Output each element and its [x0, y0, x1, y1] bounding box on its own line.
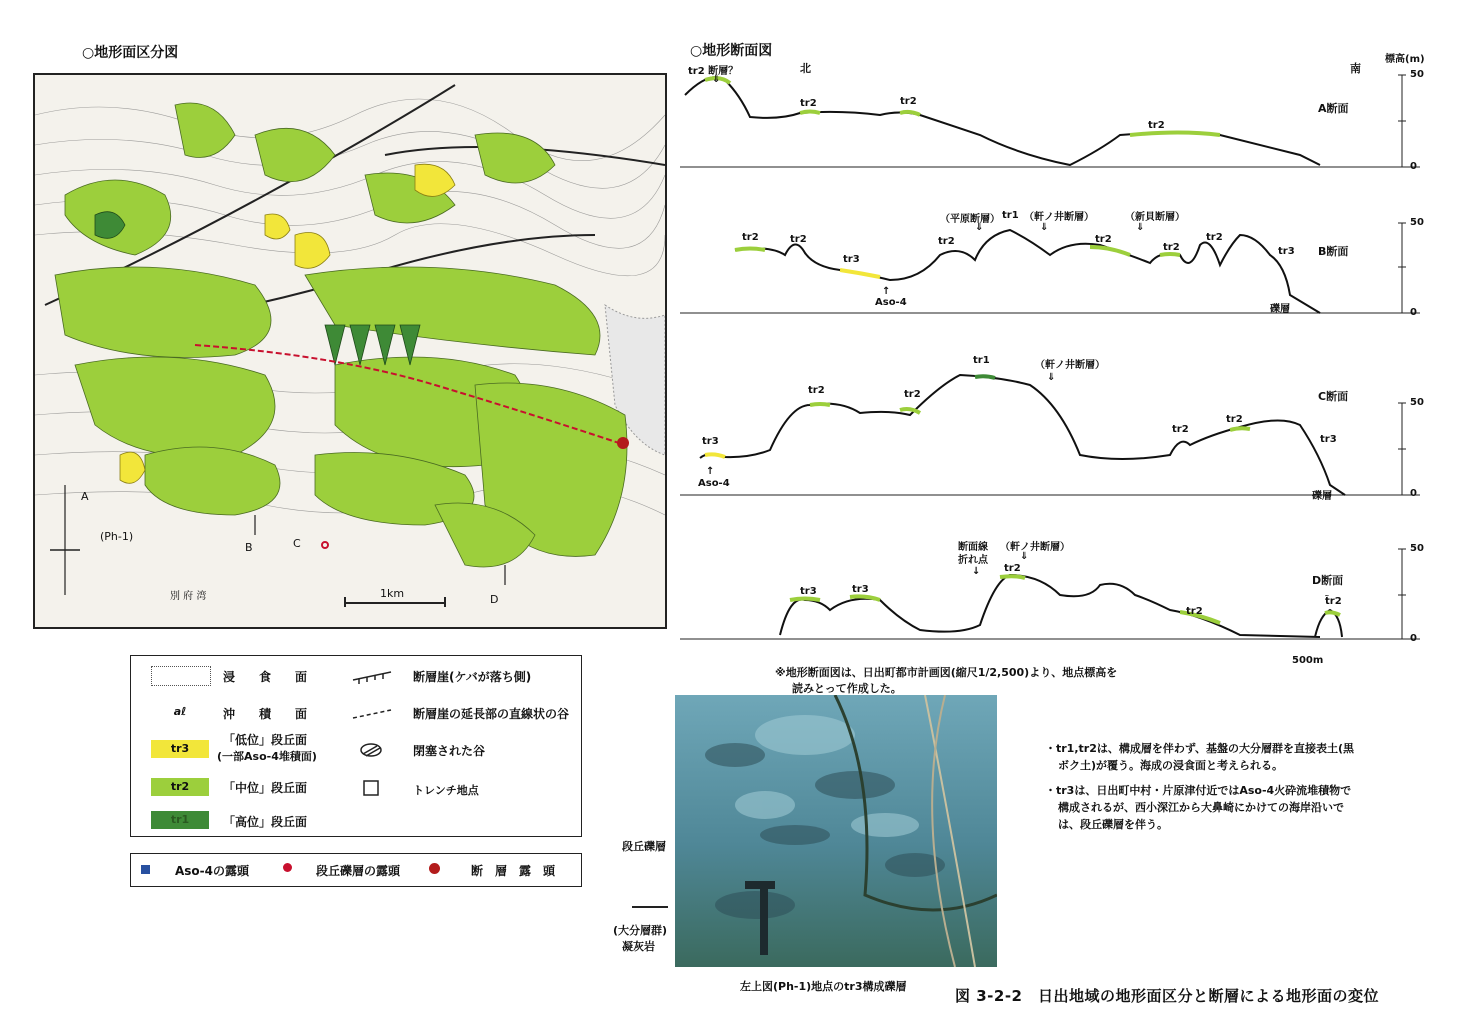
a-tr2-label-2: tr2	[900, 96, 917, 107]
legend-outcrops	[130, 853, 582, 887]
ph1-label: (Ph-1)	[100, 530, 134, 543]
d-bend-arrow: ↓	[972, 566, 981, 577]
section-d-name: D断面	[1312, 574, 1344, 587]
c-tr2-label-1: tr2	[808, 385, 825, 396]
section-b-name: B断面	[1318, 245, 1349, 258]
photo-label-base-2: 凝灰岩	[622, 940, 655, 953]
c-tr2-label-2: tr2	[904, 389, 921, 400]
erosion-swatch	[151, 666, 211, 686]
legend-tr3: 「低位」段丘面	[223, 733, 308, 747]
c-tr3-label-2: tr3	[1320, 434, 1337, 445]
b-tr2-label-1: tr2	[742, 232, 759, 243]
photo-boundary-tick	[632, 906, 668, 908]
south-label: 南	[1350, 62, 1361, 75]
d-bend-label-2: 折れ点	[958, 555, 988, 566]
shinkai-arrow: ⇓	[1136, 222, 1145, 233]
c-tr2-label-3: tr2	[1172, 424, 1189, 435]
d-tr2-label-2: tr2	[1186, 606, 1203, 617]
b-gravel-label: 礫層	[1270, 304, 1290, 315]
profile-scale-label: 500m	[1292, 655, 1324, 666]
b-nokinoi-arrow: ⇓	[1040, 222, 1049, 233]
elevation-axis-label: 標高(m)	[1385, 54, 1425, 65]
legend-tr1: 「高位」段丘面	[223, 815, 308, 829]
legend-aso4: Aso-4の露頭	[175, 864, 250, 878]
profile-title: ○地形断面図	[690, 43, 773, 59]
legend-fault-outcrop: 断 層 露 頭	[471, 864, 556, 878]
photo-label-gravel: 段丘礫層	[622, 840, 666, 853]
fault-marker-icon	[429, 863, 440, 874]
d-nokinoi-label: （軒ノ井断層）	[1000, 542, 1070, 553]
d-tr2-label-1: tr2	[1004, 563, 1021, 574]
d-tr3-label-2: tr3	[852, 584, 869, 595]
note-2-line2: 構成されるが、西小深江から大鼻崎にかけての海岸沿いで	[1058, 801, 1344, 814]
profile-c-label: C	[293, 537, 301, 550]
d-nokinoi-arrow: ⇓	[1020, 551, 1029, 562]
note-1-line2: ボク土)が覆う。海成の浸食面と考えられる。	[1058, 759, 1284, 772]
section-a-name: A断面	[1318, 102, 1349, 115]
tr1-swatch: tr1	[151, 811, 209, 829]
profile-note-line1: ※地形断面図は、日出町都市計画図(縮尺1/2,500)より、地点標高を	[775, 666, 1118, 679]
b-tr3-label: tr3	[843, 254, 860, 265]
c-tick-0: 0	[1410, 488, 1417, 499]
north-label: 北	[800, 62, 811, 75]
figure-title: 図 3-2-2 日出地域の地形面区分と断層による地形面の変位	[955, 987, 1379, 1005]
legend-closed-valley: 閉塞された谷	[413, 744, 486, 758]
legend-erosion: 浸 食 面	[223, 670, 308, 684]
photo-label-base-1: (大分層群)	[613, 924, 668, 937]
b-aso4-arrow: ↑	[882, 286, 891, 297]
b-tick-0: 0	[1410, 307, 1417, 318]
b-tr2-label-4: tr2	[1095, 234, 1112, 245]
b-tr2-label-3: tr2	[938, 236, 955, 247]
note-2-line3: は、段丘礫層を伴う。	[1058, 818, 1168, 831]
aso4-marker-icon	[141, 865, 150, 874]
b-tr2-label-2: tr2	[790, 234, 807, 245]
a-tr2-label-3: tr2	[1148, 120, 1165, 131]
c-aso4-arrow: ↑	[706, 466, 715, 477]
legend-tr3-note: (一部Aso-4堆積面)	[217, 750, 317, 763]
d-tr2-label-3: t̃r2	[1325, 596, 1342, 607]
legend-symbols	[351, 668, 401, 818]
b-aso4-label: Aso-4	[875, 297, 907, 308]
outcrop-photo	[675, 695, 997, 967]
d-tick-50: 50	[1410, 543, 1424, 554]
profile-a-label: A	[81, 490, 89, 503]
a-fault-arrow: ⇓	[712, 74, 721, 85]
bay-label: 別 府 湾	[170, 591, 207, 602]
profiles-graphic	[680, 55, 1440, 655]
legend-trench: トレンチ地点	[413, 784, 479, 797]
profile-note-line2: 読みとって作成した。	[792, 682, 902, 695]
legend-fault-scarp: 断層崖(ケバが落ち側)	[413, 670, 532, 684]
c-gravel-label: 礫層	[1312, 491, 1332, 502]
profile-d-label: D	[490, 593, 499, 606]
d-bend-label-1: 断面線	[958, 542, 988, 553]
legend-linear-valley: 断層崖の延長部の直線状の谷	[413, 707, 570, 721]
c-nokinoi-arrow: ⇓	[1047, 372, 1056, 383]
legend-tr2: 「中位」段丘面	[223, 781, 308, 795]
b-nokinoi-label: （軒ノ井断層）	[1024, 212, 1094, 223]
b-tr3-label-2: tr3	[1278, 246, 1295, 257]
scale-label: 1km	[380, 587, 405, 600]
landform-map	[33, 73, 667, 629]
b-tick-50: 50	[1410, 217, 1424, 228]
c-aso4-label: Aso-4	[698, 478, 730, 489]
a-tr2-fault-label: tr2 断層？	[688, 66, 739, 77]
legend	[130, 655, 582, 837]
c-tr3-label: tr3	[702, 436, 719, 447]
section-c-name: C断面	[1318, 390, 1349, 403]
map-title: ○地形面区分図	[82, 45, 179, 61]
note-1-line1: ・tr1,tr2は、構成層を伴わず、基盤の大分層群を直接表土(黒	[1045, 742, 1354, 755]
a-tr2-label-1: tr2	[800, 98, 817, 109]
c-tr1-label: tr1	[973, 355, 990, 366]
alluvial-symbol: aℓ	[173, 705, 187, 718]
legend-alluvial: 沖 積 面	[223, 707, 308, 721]
photo-caption: 左上図(Ph-1)地点のtr3構成礫層	[740, 980, 907, 993]
shinkai-fault-label: （新貝断層）	[1125, 212, 1185, 223]
b-tr2-label-6: tr2	[1206, 232, 1223, 243]
hirabaru-arrow: ⇓	[975, 222, 984, 233]
note-2-line1: ・tr3は、日出町中村・片原津付近ではAso-4火砕流堆積物で	[1045, 784, 1352, 797]
b-tr1-label: tr1	[1002, 210, 1019, 221]
d-tr3-label-1: tr3	[800, 586, 817, 597]
tr2-swatch: tr2	[151, 778, 209, 796]
tr3-swatch: tr3	[151, 740, 209, 758]
map-graphic	[35, 75, 665, 627]
outcrop-photo-graphic	[675, 695, 997, 967]
profile-b-label: B	[245, 541, 253, 554]
c-tick-50: 50	[1410, 397, 1424, 408]
c-tr2-label-4: tr2	[1226, 414, 1243, 425]
c-nokinoi-label: （軒ノ井断層）	[1035, 360, 1105, 371]
b-tr2-label-5: tr2	[1163, 242, 1180, 253]
gravel-marker-icon	[283, 863, 292, 872]
d-tick-0: 0	[1410, 633, 1417, 644]
hirabaru-fault-label: （平原断層）	[940, 214, 1000, 225]
legend-gravel: 段丘礫層の露頭	[316, 864, 401, 878]
a-tick-0: 0	[1410, 161, 1417, 172]
a-tick-50: 50	[1410, 69, 1424, 80]
